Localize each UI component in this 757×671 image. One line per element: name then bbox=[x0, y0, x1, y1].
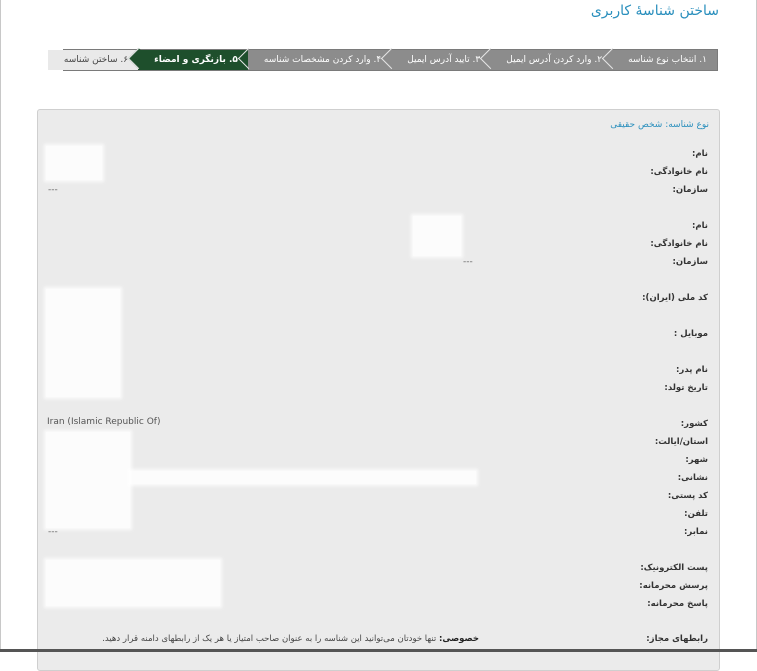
label-org: سازمان: bbox=[672, 185, 708, 195]
label-postal: کد پستی: bbox=[667, 491, 708, 501]
label-name: نام: bbox=[691, 149, 708, 159]
label-province: استان/ایالت: bbox=[654, 437, 708, 447]
label-birth: تاریخ تولد: bbox=[664, 383, 708, 393]
label-fax: نمابر: bbox=[684, 527, 708, 537]
label-secret-answer: پاسخ محرمانه: bbox=[647, 599, 708, 609]
identity-type: نوع شناسه: شخص حقیقی bbox=[610, 120, 709, 130]
label-family-en: نام خانوادگی: bbox=[650, 239, 708, 249]
value-org-en: --- bbox=[463, 257, 473, 267]
value-fax: --- bbox=[48, 527, 58, 537]
label-national-code: کد ملی (ایران): bbox=[642, 293, 708, 303]
label-address: نشانی: bbox=[677, 473, 708, 483]
redacted-name-en-block bbox=[413, 216, 461, 256]
window-border-left bbox=[0, 0, 1, 652]
step-enter-details: ۴. وارد کردن مشخصات شناسه bbox=[248, 50, 391, 70]
step-select-type: ۱. انتخاب نوع شناسه bbox=[612, 50, 717, 70]
redacted-name-block bbox=[46, 146, 102, 180]
page-title: ساختن شناسهٔ کاربری bbox=[590, 3, 719, 19]
step-review-sign: ۵. بازنگری و امضاء bbox=[138, 50, 248, 70]
label-father: نام پدر: bbox=[676, 365, 708, 375]
redacted-address-block bbox=[46, 432, 130, 528]
label-name-en: نام: bbox=[691, 221, 708, 231]
redacted-personal-block bbox=[46, 289, 120, 397]
label-secret-question: پرسش محرمانه: bbox=[639, 581, 708, 591]
allowed-links-text bbox=[102, 634, 479, 644]
private-label: خصوصی: bbox=[438, 634, 479, 644]
label-mobile: موبایل : bbox=[673, 329, 708, 339]
value-org: --- bbox=[48, 185, 58, 195]
label-allowed-links: رابطهای مجاز: bbox=[646, 634, 708, 644]
step-confirm-email: ۳. تایید آدرس ایمیل bbox=[391, 50, 490, 70]
label-city: شهر: bbox=[685, 455, 708, 465]
step-create-id: ۶. ساختن شناسه bbox=[48, 50, 138, 70]
value-country: Iran (Islamic Republic Of) bbox=[47, 417, 161, 427]
label-org-en: سازمان: bbox=[672, 257, 708, 267]
private-description: تنها خودتان می‌توانید این شناسه را به عنوان صاحب امتیاز یا هر یک از رابطهای دامنه قرار دهید. bbox=[102, 634, 439, 644]
step-enter-email: ۲. وارد کردن آدرس ایمیل bbox=[490, 50, 612, 70]
label-country: کشور: bbox=[680, 419, 708, 429]
redacted-address-line bbox=[130, 471, 476, 484]
label-phone: تلفن: bbox=[684, 509, 708, 519]
label-email: پست الکترونیک: bbox=[640, 563, 708, 573]
wizard-steps bbox=[63, 49, 718, 71]
redacted-account-block bbox=[46, 560, 220, 606]
label-family: نام خانوادگی: bbox=[650, 167, 708, 177]
